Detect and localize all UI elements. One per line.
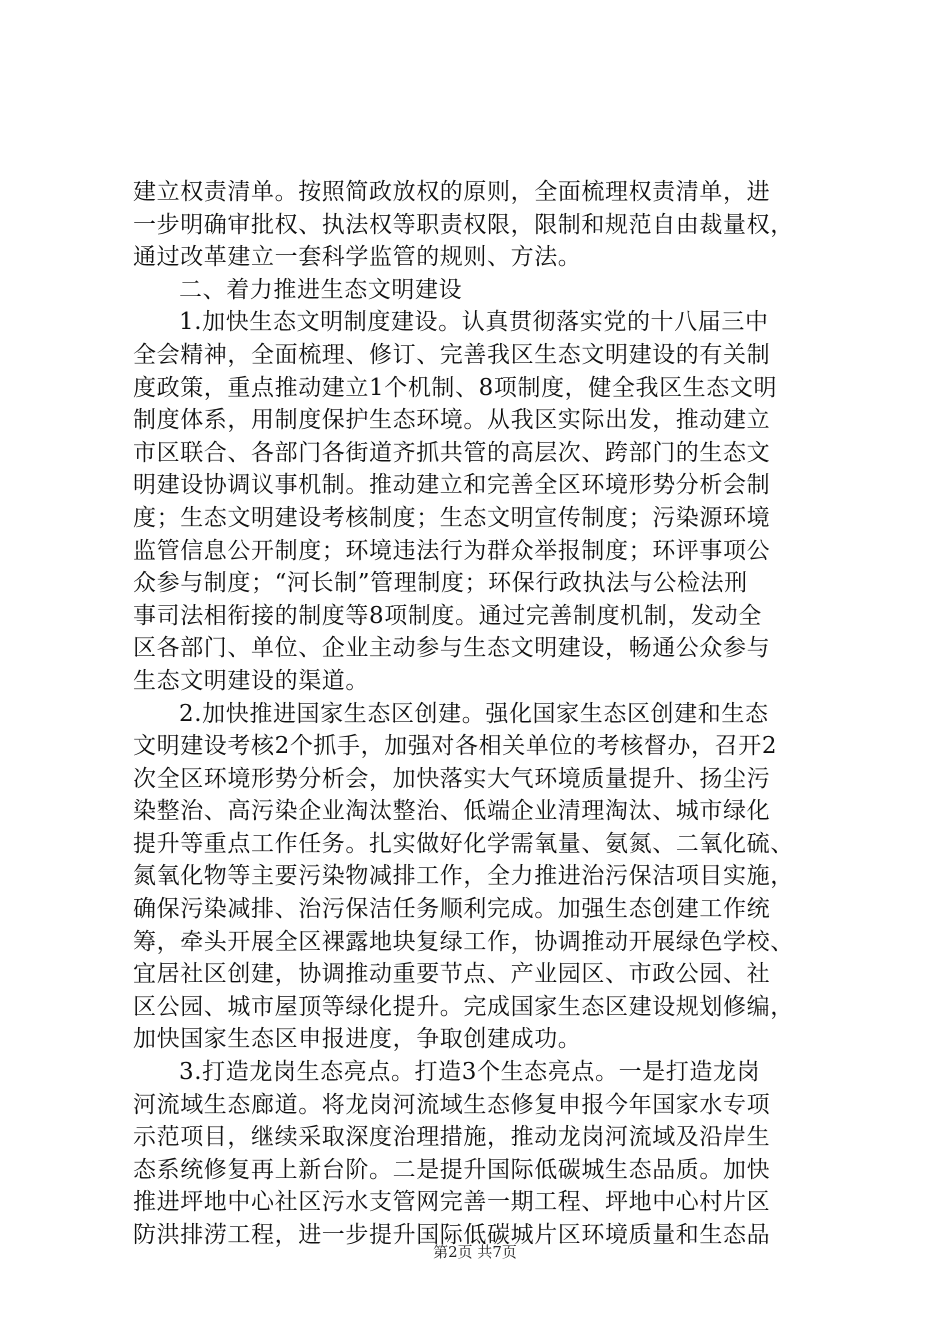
text-line: 加快国家生态区申报进度，争取创建成功。: [133, 1026, 582, 1053]
text-line: 区公园、城市屋顶等绿化提升。完成国家生态区建设规划修编，: [133, 993, 794, 1020]
text-line: 态系统修复再上新台阶。二是提升国际低碳城生态品质。加快: [133, 1156, 771, 1183]
text-line: 明建设协调议事机制。推动建立和完善全区环境形势分析会制: [133, 472, 771, 499]
text-line: 3.打造龙岗生态亮点。打造3个生态亮点。一是打造龙岗: [179, 1059, 761, 1086]
document-body: [133, 176, 833, 1252]
text-line: 区各部门、单位、企业主动参与生态文明建设，畅通公众参与: [133, 635, 771, 662]
text-line: 度政策，重点推动建立1个机制、8项制度，健全我区生态文明: [133, 374, 778, 401]
text-line: 度；生态文明建设考核制度；生态文明宣传制度；污染源环境: [133, 504, 771, 531]
text-line: 推进坪地中心社区污水支管网完善一期工程、坪地中心村片区: [133, 1189, 771, 1216]
text-line: 通过改革建立一套科学监管的规则、方法。: [133, 244, 582, 271]
text-line: 全会精神，全面梳理、修订、完善我区生态文明建设的有关制: [133, 341, 771, 368]
text-line: 文明建设考核2个抓手，加强对各相关单位的考核督办，召开2: [133, 733, 778, 760]
text-line: 市区联合、各部门各街道齐抓共管的高层次、跨部门的生态文: [133, 439, 771, 466]
text-line: 2.加快推进国家生态区创建。强化国家生态区创建和生态: [179, 700, 769, 727]
text-line: 建立权责清单。按照简政放权的原则，全面梳理权责清单，进: [133, 179, 771, 205]
text-line: 监管信息公开制度；环境违法行为群众举报制度；环评事项公: [133, 537, 771, 564]
text-line: 确保污染减排、治污保洁任务顺利完成。加强生态创建工作统: [133, 896, 771, 923]
text-line: 筹，牵头开展全区裸露地块复绿工作，协调推动开展绿色学校、: [133, 928, 794, 955]
text-line: 1.加快生态文明制度建设。认真贯彻落实党的十八届三中: [179, 309, 769, 336]
text-line: 次全区环境形势分析会，加快落实大气环境质量提升、扬尘污: [133, 765, 771, 792]
text-line: 防洪排涝工程，进一步提升国际低碳城片区环境质量和生态品: [133, 1222, 771, 1248]
section-heading: 二、着力推进生态文明建设: [179, 276, 463, 303]
text-line: 提升等重点工作任务。扎实做好化学需氧量、氨氮、二氧化硫、: [133, 830, 794, 857]
text-line: 染整治、高污染企业淘汰整治、低端企业清理淘汰、城市绿化: [133, 798, 771, 825]
text-line: 宜居社区创建，协调推动重要节点、产业园区、市政公园、社: [133, 961, 771, 988]
text-line: 氮氧化物等主要污染物减排工作，全力推进治污保洁项目实施，: [133, 863, 794, 890]
text-line: 众参与制度；“河长制”管理制度；环保行政执法与公检法刑: [133, 570, 748, 597]
text-line: 事司法相衔接的制度等8项制度。通过完善制度机制，发动全: [133, 602, 762, 629]
page-footer: 第2页 共7页: [433, 1243, 517, 1261]
text-line: 河流域生态廊道。将龙岗河流域生态修复申报今年国家水专项: [133, 1091, 771, 1118]
text-line: 一步明确审批权、执法权等职责权限，限制和规范自由裁量权，: [133, 211, 794, 238]
text-line: 制度体系，用制度保护生态环境。从我区实际出发，推动建立: [133, 407, 771, 434]
text-line: 生态文明建设的渠道。: [133, 667, 369, 694]
text-line: 示范项目，继续采取深度治理措施，推动龙岗河流域及沿岸生: [133, 1124, 771, 1151]
